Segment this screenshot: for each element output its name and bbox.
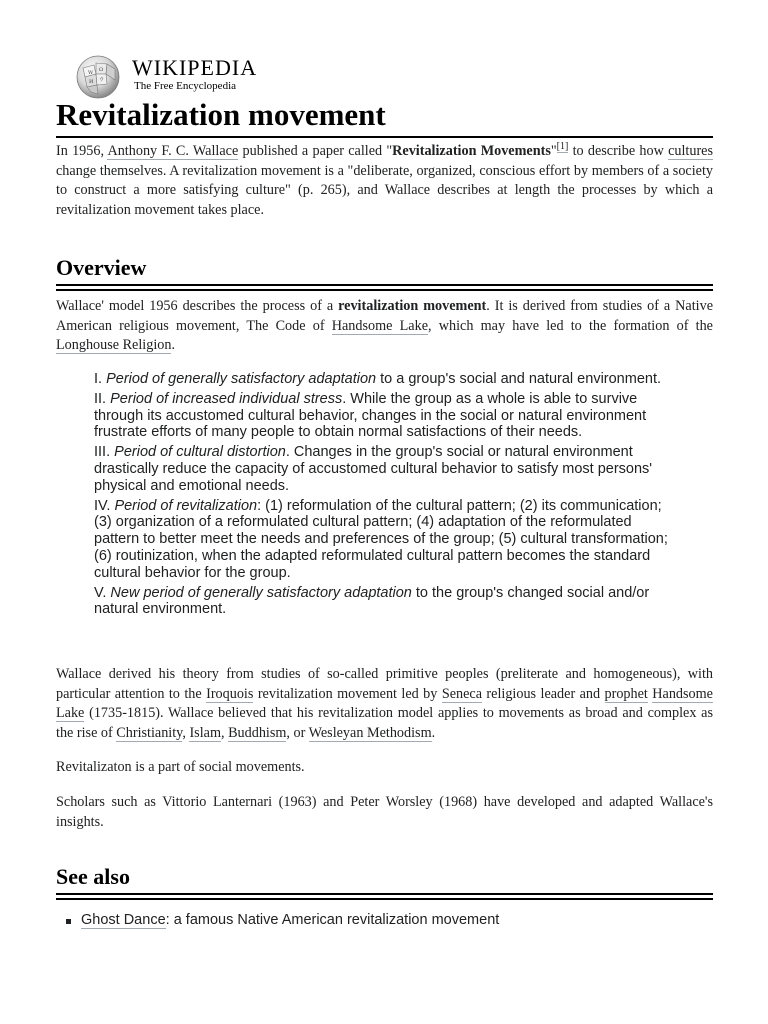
overview-paragraph-1: Wallace' model 1956 describes the process of a revitalization movement. It is derived from studies of a Native American religious movement, The Code of Handsome Lake, which may have led to the formation of the Longhouse Religion.	[56, 298, 713, 353]
wikipedia-wordmark: WIKIPEDIA	[132, 55, 258, 80]
link-wesleyan-methodism[interactable]: Wesleyan Methodism	[308, 724, 432, 741]
stage-item: I. Period of generally satisfactory adaptation to a group's social and natural environment.	[94, 371, 662, 387]
stage-item: III. Period of cultural distortion. Changes in the group's social or natural environment drastically reduce the capacity of accustomed cultural behavior to satisfy most persons' physical and emotional needs.	[94, 444, 653, 494]
list-item: Ghost Dance: a famous Native American revitalization movement	[66, 911, 499, 929]
stage-item: V. New period of generally satisfactory adaptation to the group's changed social and/or natural environment.	[94, 584, 650, 618]
link-islam[interactable]: Islam	[189, 724, 221, 741]
wikipedia-tagline: The Free Encyclopedia	[134, 80, 237, 92]
svg-text:И: И	[89, 79, 94, 85]
paper-title: Revitalization Movements	[392, 143, 551, 159]
wikipedia-logo[interactable]	[74, 52, 274, 100]
stage-item: IV. Period of revitalization: (1) reformulation of the cultural pattern; (2) its communication; (3) organization of a reformulated cultural pattern; (4) adaptation of the reformulated pattern to better meet the needs and preferences of the group; (5) cultural transformation; (6) routinization, when the adapted reformulated cultural pattern becomes the standard cultural behavior for the group.	[94, 497, 668, 581]
overview-paragraph-3: Revitalizaton is a part of social movements.	[56, 759, 305, 775]
link-christianity[interactable]: Christianity	[116, 724, 183, 741]
see-also-heading: See also	[56, 863, 713, 895]
revitalization-movement-bold: revitalization movement	[338, 298, 487, 314]
svg-text:ウ: ウ	[99, 77, 105, 83]
reference-1-link[interactable]: [1]	[556, 141, 569, 153]
link-cultures[interactable]: cultures	[668, 143, 713, 159]
stage-item: II. Period of increased individual stress. While the group as a whole is able to survive through its accustomed cultural behavior, changes in the social or natural environment frustrate efforts of many people to obtain normal satisfactions of their needs.	[94, 390, 647, 441]
link-iroquois[interactable]: Iroquois	[206, 685, 254, 702]
link-ghost-dance[interactable]: Ghost Dance	[81, 912, 166, 928]
link-handsome-lake[interactable]: Handsome Lake	[331, 317, 428, 334]
link-buddhism[interactable]: Buddhism	[228, 724, 287, 741]
wikipedia-globe-icon	[74, 52, 122, 100]
svg-text:W: W	[88, 70, 94, 76]
link-longhouse-religion[interactable]: Longhouse Religion	[56, 337, 172, 353]
svg-text:Ω: Ω	[99, 67, 104, 73]
stages-list	[94, 371, 674, 621]
overview-heading: Overview	[56, 254, 713, 286]
link-seneca[interactable]: Seneca	[441, 685, 482, 702]
link-prophet[interactable]: prophet	[604, 685, 648, 702]
link-handsome-lake-2[interactable]: Handsome Lake	[56, 685, 713, 721]
intro-paragraph: In 1956, Anthony F. C. Wallace published a paper called "Revitalization Movements"[1] to describe how cultures change themselves. A revitalization movement is a "deliberate, organized, conscious effort by members of a society to construct a more satisfying culture" (p. 265), and Wallace describes at length the processes by which a revitalization movement takes place.	[56, 141, 713, 218]
see-also-list	[66, 911, 499, 929]
overview-paragraph-4: Scholars such as Vittorio Lanternari (1963) and Peter Worsley (1968) have developed and adapted Wallace's insights.	[56, 794, 713, 830]
overview-paragraph-2: Wallace derived his theory from studies of so-called primitive peoples (preliterate and homogeneous), with particular attention to the Iroquois revitalization movement led by Seneca religious leader and prophet Handsome Lake (1735-1815). Wallace believed that his revitalization model applies to movements as broad and complex as the rise of Christianity, Islam, Buddhism, or Wesleyan Methodism.	[56, 666, 713, 741]
page-title: Revitalization movement	[56, 96, 713, 138]
link-anthony-wallace[interactable]: Anthony F. C. Wallace	[107, 143, 239, 159]
